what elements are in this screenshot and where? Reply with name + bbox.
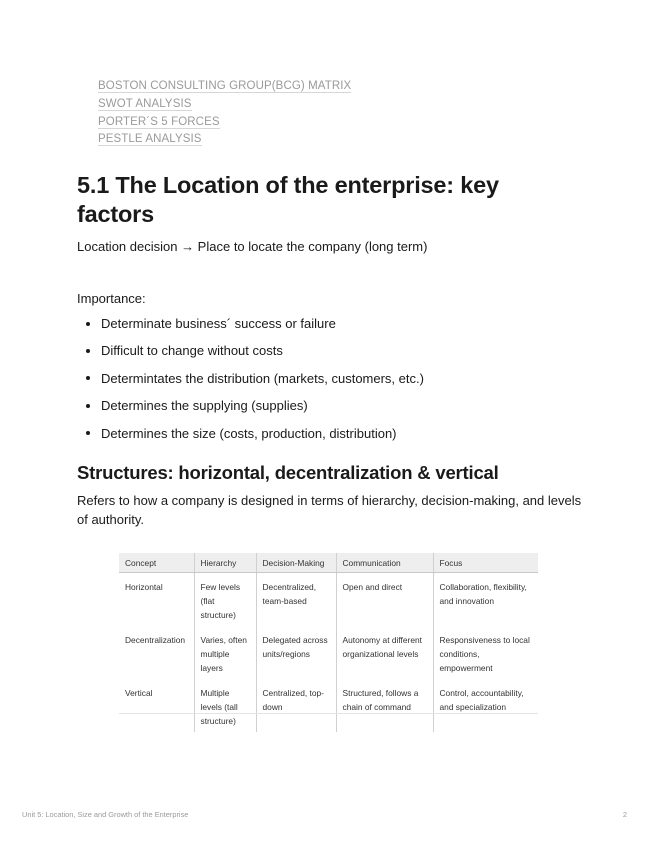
table-cell: Autonomy at different organizational levels [336, 626, 433, 679]
column-header: Focus [433, 553, 538, 573]
toc-link-pestle-analysis[interactable]: PESTLE ANALYSIS [98, 133, 202, 146]
location-decision-text: Location decision → Place to locate the company (long term) [77, 239, 428, 254]
table-header-row [119, 553, 538, 573]
table-cell: Open and direct [336, 573, 433, 627]
table-cell: Delegated across units/regions [256, 626, 336, 679]
table-cell: Multiple levels (tall structure) [194, 679, 256, 732]
table-cell: Decentralization [125, 635, 186, 645]
table-cell: Few levels (flat structure) [194, 573, 256, 627]
toc-link-porters-5-forces[interactable]: PORTER´S 5 FORCES [98, 115, 220, 128]
column-header: Hierarchy [194, 553, 256, 573]
table-bottom-divider [119, 713, 538, 714]
table-cell: Horizontal [125, 582, 163, 592]
toc-link-swot-analysis[interactable]: SWOT ANALYSIS [98, 97, 192, 110]
importance-list [77, 314, 597, 451]
table-cell: Vertical [125, 688, 153, 698]
column-header: Communication [336, 553, 433, 573]
column-header: Decision-Making [256, 553, 336, 573]
importance-label: Importance: [77, 291, 146, 306]
table-cell: Centralized, top-down [256, 679, 336, 732]
structures-heading: Structures: horizontal, decentralization & vertical [77, 462, 499, 483]
table-cell: Collaboration, flexibility, and innovation [433, 573, 538, 627]
section-title: 5.1 The Location of the enterprise: key factors [77, 172, 499, 227]
column-header: Concept [119, 553, 194, 573]
list-item: Determines the size (costs, production, distribution) [77, 424, 597, 451]
page-number: 2 [622, 810, 627, 819]
table-cell: Control, accountability, and specialization [433, 679, 538, 732]
table-cell: Varies, often multiple layers [194, 626, 256, 679]
list-item: Difficult to change without costs [77, 341, 597, 368]
structures-table [119, 553, 538, 732]
table-cell: Structured, follows a chain of command [336, 679, 433, 732]
structures-description: Refers to how a company is designed in terms of hierarchy, decision-making, and levels of authority. [77, 493, 582, 527]
list-item: Determintates the distribution (markets, customers, etc.) [77, 369, 597, 396]
page-footer-title: Unit 5: Location, Size and Growth of the Enterprise [22, 810, 189, 819]
list-item: Determinate business´ success or failure [77, 314, 597, 341]
toc-link-bcg-matrix[interactable]: BOSTON CONSULTING GROUP(BCG) MATRIX [98, 80, 352, 92]
table-row [119, 679, 538, 732]
table-cell: Decentralized, team-based [256, 573, 336, 627]
table-row [119, 626, 538, 679]
list-item: Determines the supplying (supplies) [77, 396, 597, 423]
table-row [119, 573, 538, 627]
table-of-contents [98, 78, 351, 149]
table-cell: Responsiveness to local conditions, empowerment [433, 626, 538, 679]
